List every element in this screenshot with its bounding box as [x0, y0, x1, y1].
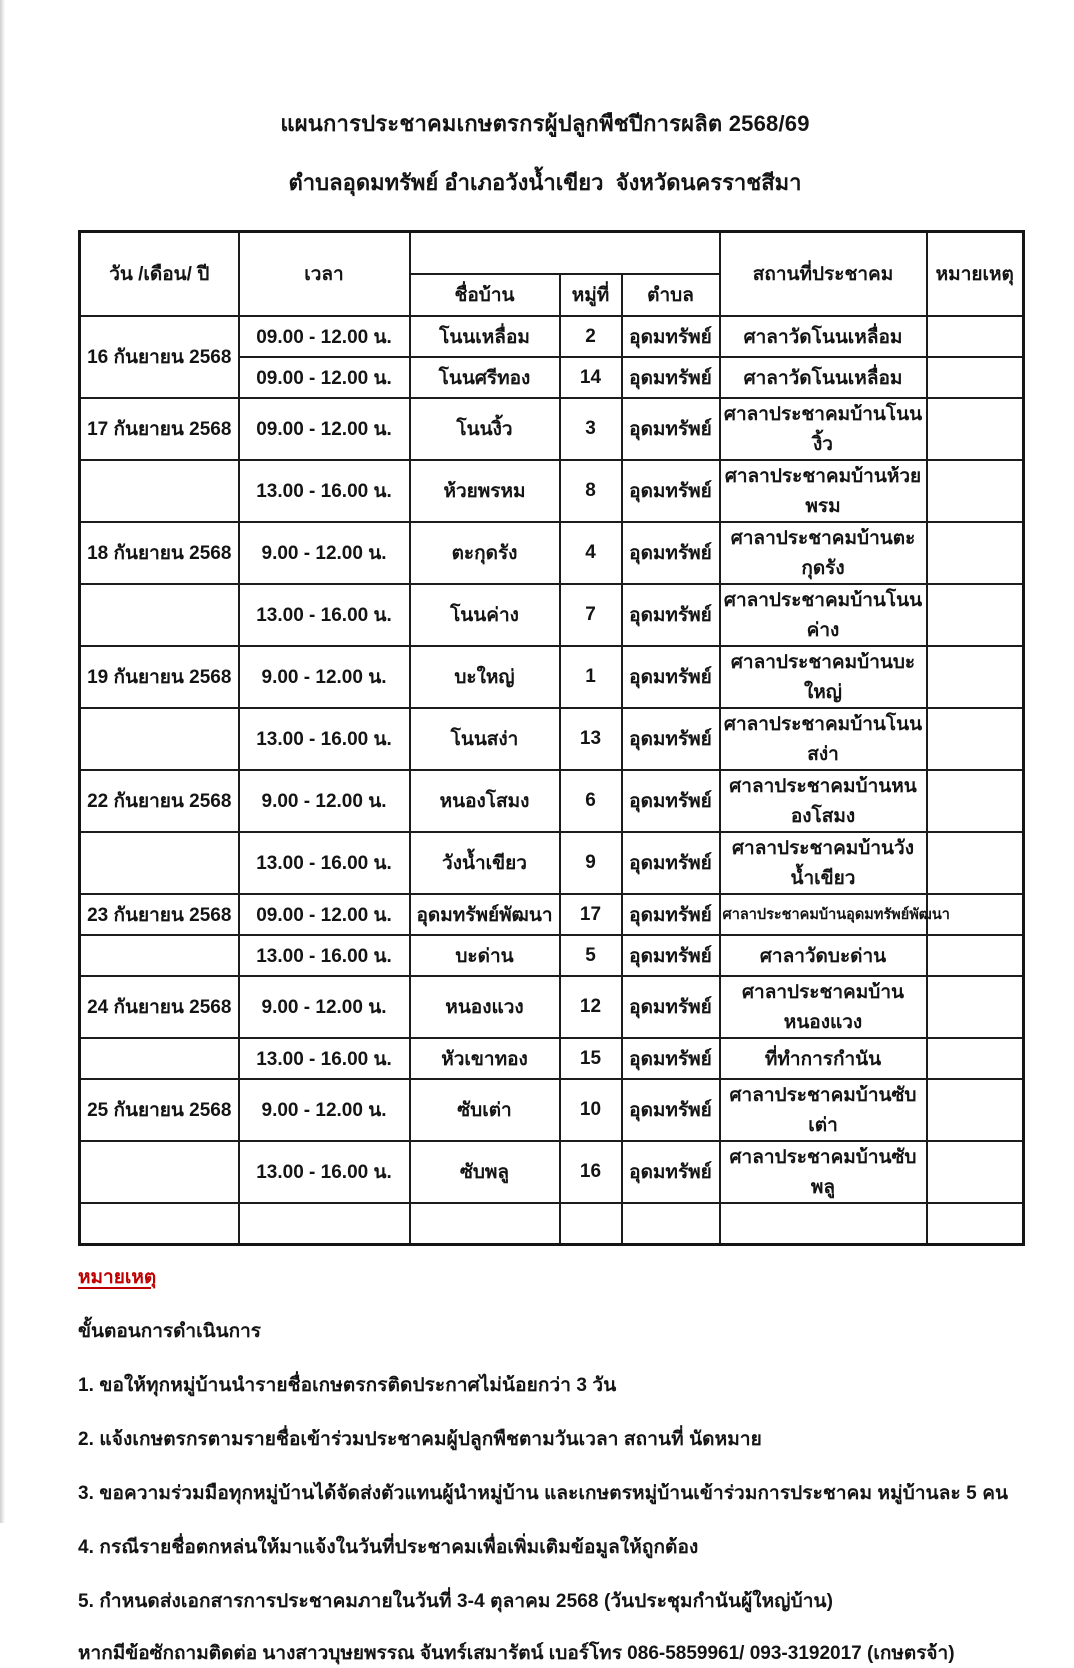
moo-cell [560, 1203, 622, 1245]
tambon-cell: อุดมทรัพย์ [622, 460, 720, 522]
village-cell: ตะกุดรัง [410, 522, 560, 584]
time-cell: 13.00 - 16.00 น. [239, 832, 410, 894]
tambon-cell: อุดมทรัพย์ [622, 708, 720, 770]
moo-cell: 13 [560, 708, 622, 770]
village-cell: โนนเหลื่อม [410, 316, 560, 357]
moo-cell: 7 [560, 584, 622, 646]
notes-subheading: ขั้นตอนการดำเนินการ [78, 1321, 261, 1342]
date-cell [80, 584, 239, 646]
header-time: เวลา [239, 232, 410, 317]
tambon-cell: อุดมทรัพย์ [622, 316, 720, 357]
header-tambon: ตำบล [622, 274, 720, 316]
schedule-table-body [80, 316, 1024, 1245]
village-cell: อุดมทรัพย์พัฒนา [410, 894, 560, 935]
venue-cell: ศาลาประชาคมบ้านโนนสง่า [720, 708, 927, 770]
time-cell: 9.00 - 12.00 น. [239, 1079, 410, 1141]
village-cell: ซับพลู [410, 1141, 560, 1203]
header-moo: หมู่ที่ [560, 274, 622, 316]
schedule-table-head [80, 232, 1024, 317]
tambon-cell: อุดมทรัพย์ [622, 646, 720, 708]
remark-cell [927, 460, 1024, 522]
remark-cell [927, 522, 1024, 584]
venue-cell: ที่ทำการกำนัน [720, 1038, 927, 1079]
time-cell [239, 1203, 410, 1245]
date-cell: 25 กันยายน 2568 [80, 1079, 239, 1141]
tambon-cell: อุดมทรัพย์ [622, 770, 720, 832]
village-cell: โนนงิ้ว [410, 398, 560, 460]
time-cell: 09.00 - 12.00 น. [239, 316, 410, 357]
venue-cell: ศาลาประชาคมบ้านหนองโสมง [720, 770, 927, 832]
time-cell: 13.00 - 16.00 น. [239, 1038, 410, 1079]
date-cell [80, 1141, 239, 1203]
time-cell: 13.00 - 16.00 น. [239, 460, 410, 522]
remark-cell [927, 646, 1024, 708]
table-row [80, 316, 1024, 357]
time-cell: 9.00 - 12.00 น. [239, 976, 410, 1038]
venue-cell: ศาลาวัดโนนเหลื่อม [720, 357, 927, 398]
table-row [80, 398, 1024, 460]
notes-heading: หมายเหตุ [78, 1267, 157, 1288]
date-cell: 19 กันยายน 2568 [80, 646, 239, 708]
date-cell [80, 460, 239, 522]
time-cell: 13.00 - 16.00 น. [239, 935, 410, 976]
remark-cell [927, 584, 1024, 646]
remark-cell [927, 1141, 1024, 1203]
page-subtitle: ตำบลอุดมทรัพย์ อำเภอวังน้ำเขียว จังหวัดนครราชสีมา [288, 170, 802, 195]
moo-cell: 8 [560, 460, 622, 522]
venue-cell: ศาลาประชาคมบ้านหนองแวง [720, 976, 927, 1038]
village-cell: หนองโสมง [410, 770, 560, 832]
remark-cell [927, 1079, 1024, 1141]
table-row [80, 1141, 1024, 1203]
remark-cell [927, 357, 1024, 398]
note-item: 5. กำหนดส่งเอกสารการประชาคมภายในวันที่ 3-4 ตุลาคม 2568 (วันประชุมกำนันผู้ใหญ่บ้าน) [78, 1591, 834, 1612]
tambon-cell: อุดมทรัพย์ [622, 1038, 720, 1079]
table-row [80, 832, 1024, 894]
venue-cell: ศาลาประชาคมบ้านซับพลู [720, 1141, 927, 1203]
moo-cell: 6 [560, 770, 622, 832]
date-cell [80, 1038, 239, 1079]
header-village: ชื่อบ้าน [410, 274, 560, 316]
date-cell [80, 935, 239, 976]
date-cell: 23 กันยายน 2568 [80, 894, 239, 935]
moo-cell: 3 [560, 398, 622, 460]
date-cell: 24 กันยายน 2568 [80, 976, 239, 1038]
village-cell: บะด่าน [410, 935, 560, 976]
venue-cell: ศาลาประชาคมบ้านตะกุดรัง [720, 522, 927, 584]
village-cell: หนองแวง [410, 976, 560, 1038]
venue-cell: ศาลาประชาคมบ้านห้วยพรม [720, 460, 927, 522]
tambon-cell [622, 1203, 720, 1245]
date-cell: 17 กันยายน 2568 [80, 398, 239, 460]
note-item: 3. ขอความร่วมมือทุกหมู่บ้านได้จัดส่งตัวแทนผู้นำหมู่บ้าน และเกษตรหมู่บ้านเข้าร่วมการประชาคม หมู่บ้านละ 5 คน [78, 1483, 1009, 1504]
page-title: แผนการประชาคมเกษตรกรผู้ปลูกพืชปีการผลิต 2568/69 [280, 111, 810, 136]
date-cell: 18 กันยายน 2568 [80, 522, 239, 584]
village-cell [410, 1203, 560, 1245]
tambon-cell: อุดมทรัพย์ [622, 976, 720, 1038]
remark-cell [927, 976, 1024, 1038]
moo-cell: 15 [560, 1038, 622, 1079]
table-row [80, 708, 1024, 770]
header-remark: หมายเหตุ [927, 232, 1024, 317]
date-cell: 22 กันยายน 2568 [80, 770, 239, 832]
tambon-cell: อุดมทรัพย์ [622, 1141, 720, 1203]
moo-cell: 5 [560, 935, 622, 976]
table-row [80, 935, 1024, 976]
time-cell: 9.00 - 12.00 น. [239, 522, 410, 584]
remark-cell [927, 832, 1024, 894]
venue-cell: ศาลาประชาคมบ้านบะใหญ่ [720, 646, 927, 708]
table-row [80, 1203, 1024, 1245]
moo-cell: 16 [560, 1141, 622, 1203]
time-cell: 13.00 - 16.00 น. [239, 584, 410, 646]
venue-cell: ศาลาวัดบะด่าน [720, 935, 927, 976]
remark-cell [927, 398, 1024, 460]
moo-cell: 10 [560, 1079, 622, 1141]
date-cell [80, 832, 239, 894]
venue-cell: ศาลาประชาคมบ้านโนนงิ้ว [720, 398, 927, 460]
time-cell: 09.00 - 12.00 น. [239, 398, 410, 460]
village-cell: ซับเต่า [410, 1079, 560, 1141]
title-block [68, 106, 1022, 200]
moo-cell: 14 [560, 357, 622, 398]
remark-cell [927, 1203, 1024, 1245]
time-cell: 13.00 - 16.00 น. [239, 708, 410, 770]
table-row [80, 894, 1024, 935]
village-cell: หัวเขาทอง [410, 1038, 560, 1079]
note-item: 2. แจ้งเกษตรกรตามรายชื่อเข้าร่วมประชาคมผู้ปลูกพืชตามวันเวลา สถานที่ นัดหมาย [78, 1429, 762, 1450]
notes-section [78, 1262, 1022, 1668]
moo-cell: 4 [560, 522, 622, 584]
tambon-cell: อุดมทรัพย์ [622, 584, 720, 646]
tambon-cell: อุดมทรัพย์ [622, 522, 720, 584]
time-cell: 09.00 - 12.00 น. [239, 894, 410, 935]
moo-cell: 1 [560, 646, 622, 708]
tambon-cell: อุดมทรัพย์ [622, 894, 720, 935]
table-row [80, 1038, 1024, 1079]
schedule-table [78, 230, 1025, 1246]
remark-cell [927, 1038, 1024, 1079]
moo-cell: 17 [560, 894, 622, 935]
table-row [80, 522, 1024, 584]
table-row [80, 460, 1024, 522]
header-village-group [410, 232, 720, 275]
note-item: 1. ขอให้ทุกหมู่บ้านนำรายชื่อเกษตรกรติดประกาศไม่น้อยกว่า 3 วัน [78, 1375, 617, 1396]
tambon-cell: อุดมทรัพย์ [622, 1079, 720, 1141]
table-row [80, 770, 1024, 832]
venue-cell: ศาลาประชาคมบ้านวังน้ำเขียว [720, 832, 927, 894]
time-cell: 9.00 - 12.00 น. [239, 646, 410, 708]
venue-cell: ศาลาวัดโนนเหลื่อม [720, 316, 927, 357]
header-row-1 [80, 232, 1024, 275]
remark-cell [927, 316, 1024, 357]
table-row [80, 1079, 1024, 1141]
tambon-cell: อุดมทรัพย์ [622, 398, 720, 460]
village-cell: วังน้ำเขียว [410, 832, 560, 894]
date-cell: 16 กันยายน 2568 [80, 316, 239, 398]
tambon-cell: อุดมทรัพย์ [622, 357, 720, 398]
table-row [80, 584, 1024, 646]
table-row [80, 976, 1024, 1038]
tambon-cell: อุดมทรัพย์ [622, 935, 720, 976]
note-item: 4. กรณีรายชื่อตกหล่นให้มาแจ้งในวันที่ประชาคมเพื่อเพิ่มเติมข้อมูลให้ถูกต้อง [78, 1537, 699, 1558]
tambon-cell: อุดมทรัพย์ [622, 832, 720, 894]
remark-cell [927, 770, 1024, 832]
venue-cell: ศาลาประชาคมบ้านอุดมทรัพย์พัฒนา [720, 894, 927, 935]
remark-cell [927, 935, 1024, 976]
date-cell [80, 708, 239, 770]
village-cell: โนนค่าง [410, 584, 560, 646]
time-cell: 09.00 - 12.00 น. [239, 357, 410, 398]
venue-cell: ศาลาประชาคมบ้านโนนค่าง [720, 584, 927, 646]
venue-cell [720, 1203, 927, 1245]
moo-cell: 9 [560, 832, 622, 894]
village-cell: โนนสง่า [410, 708, 560, 770]
remark-cell [927, 708, 1024, 770]
time-cell: 13.00 - 16.00 น. [239, 1141, 410, 1203]
header-date: วัน /เดือน/ ปี [80, 232, 239, 317]
village-cell: บะใหญ่ [410, 646, 560, 708]
village-cell: ห้วยพรหม [410, 460, 560, 522]
venue-cell: ศาลาประชาคมบ้านซับเต่า [720, 1079, 927, 1141]
table-row [80, 646, 1024, 708]
header-venue: สถานที่ประชาคม [720, 232, 927, 317]
date-cell [80, 1203, 239, 1245]
notes-list [78, 1370, 1022, 1616]
contact-line: หากมีข้อซักถามติดต่อ นางสาวบุษยพรรณ จันทร์เสมารัตน์ เบอร์โทร 086-5859961/ 093-3192017 (เกษตรจ้า) [78, 1643, 955, 1664]
time-cell: 9.00 - 12.00 น. [239, 770, 410, 832]
village-cell: โนนศรีทอง [410, 357, 560, 398]
moo-cell: 2 [560, 316, 622, 357]
moo-cell: 12 [560, 976, 622, 1038]
